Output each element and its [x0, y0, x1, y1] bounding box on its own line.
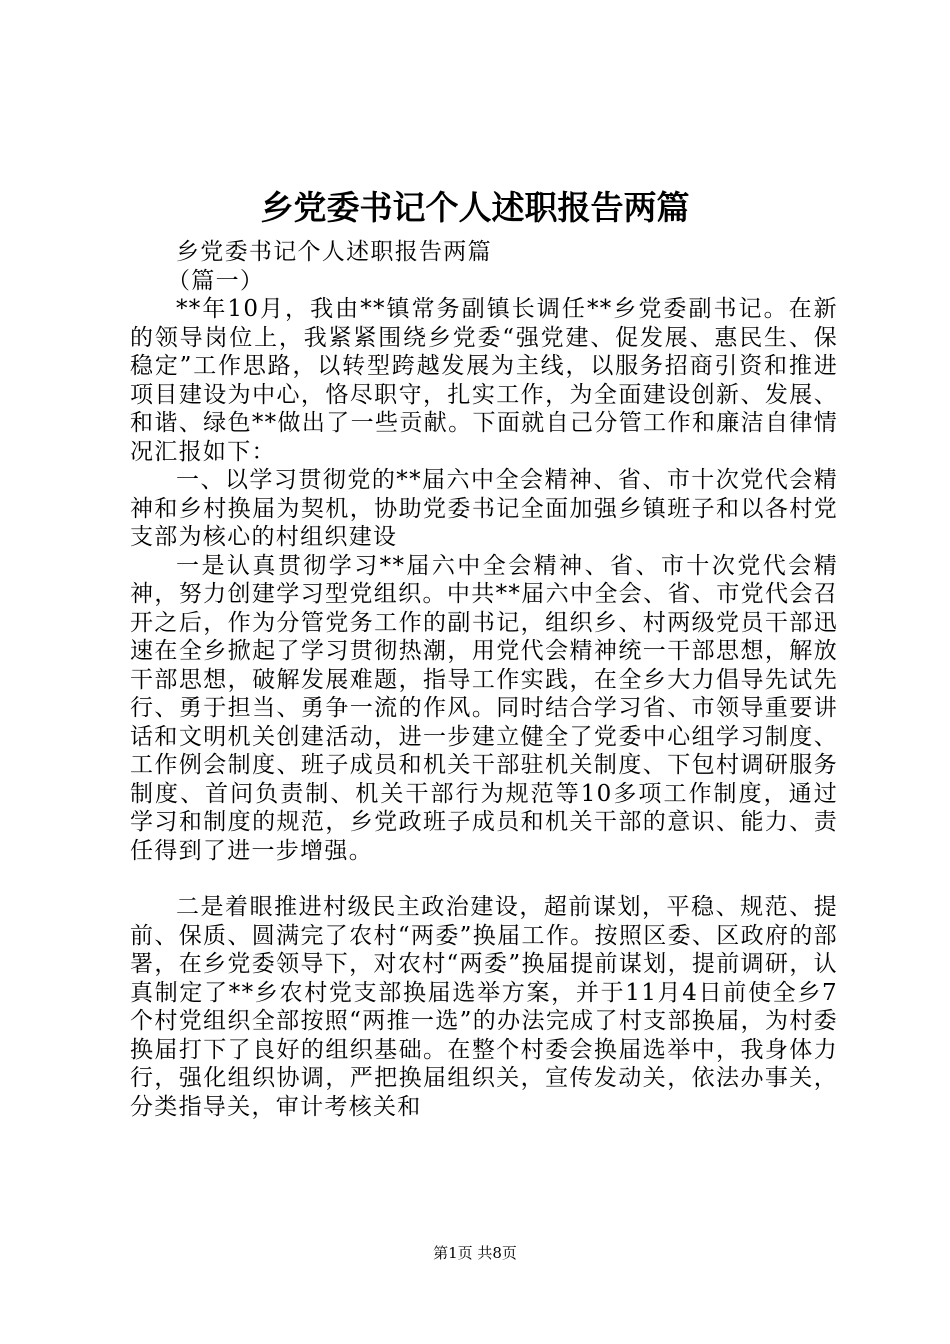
page-number-footer: 第1页 共8页: [433, 1244, 517, 1262]
document-subtitle: 乡党委书记个人述职报告两篇: [176, 239, 492, 265]
paragraph-study: 一是认真贯彻学习**届六中全会精神、省、市十次党代会精神，努力创建学习型党组织。中共**届六中全会、省、市党代会召开之后，作为分管党务工作的副书记，组织乡、村两级党员干部迅速在全乡掀起了学习贯彻热潮，用党代会精神统一干部思想，解放干部思想，破解发展难题，指导工作实践，在全乡大力倡导先试先行、勇于担当、勇争一流的作风。同时结合学习省、市领导重要讲话和文明机关创建活动，进一步建立健全了党委中心组学习制度、工作例会制度、班子成员和机关干部驻机关制度、下包村调研服务制度、首问负责制、机关干部行为规范等10多项工作制度，通过学习和制度的规范，乡党政班子成员和机关干部的意识、能力、责任得到了进一步增强。: [130, 552, 838, 864]
paragraph-election: 二是着眼推进村级民主政治建设，超前谋划，平稳、规范、提前、保质、圆满完了农村“两委”换届工作。按照区委、区政府的部署，在乡党委领导下，对农村“两委”换届提前谋划，提前调研，认真制定了**乡农村党支部换届选举方案，并于11月4日前使全乡7个村党组织全部按照“两推一选”的办法完成了村支部换届，为村委换届打下了良好的组织基础。在整个村委会换届选举中，我身体力行，强化组织协调，严把换届组织关，宣传发动关，依法办事关，分类指导关，审计考核关和: [130, 894, 838, 1120]
document-body: [130, 238, 838, 1121]
paragraph-heading-one: 一、以学习贯彻党的**届六中全会精神、省、市十次党代会精神和乡村换届为契机，协助党委书记全面加强乡镇班子和以各村党支部为核心的村组织建设: [130, 467, 838, 550]
paragraph-intro: **年10月，我由**镇常务副镇长调任**乡党委副书记。在新的领导岗位上，我紧紧围绕乡党委“强党建、促发展、惠民生、保稳定”工作思路，以转型跨越发展为主线，以服务招商引资和推进项目建设为中心，恪尽职守，扎实工作，为全面建设创新、发展、和谐、绿色**做出了一些贡献。下面就自己分管工作和廉洁自律情况汇报如下：: [130, 296, 838, 465]
document-title: 乡党委书记个人述职报告两篇: [260, 188, 690, 227]
section-label: （篇一）: [167, 267, 265, 294]
